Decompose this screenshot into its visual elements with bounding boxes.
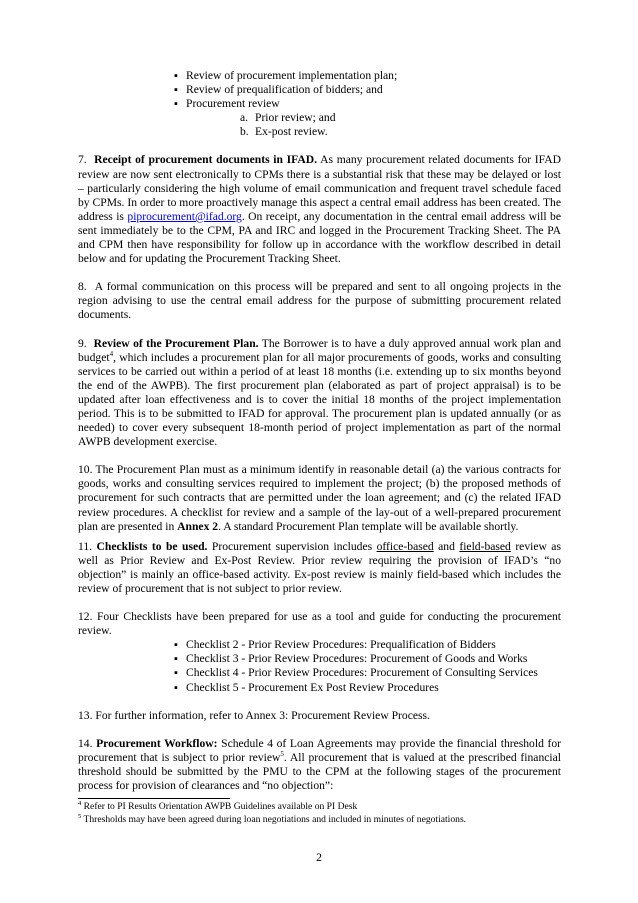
paragraph-text: 10. The Procurement Plan must as a minimum identify in reasonable detail (a) the various contracts for goods, works and consulting services required to implement the project; (b) the proposed methods of procurement for such contracts that are permitted under the loan agreement; and (c) the related IFAD review procedures. A checklist for review and a sample of the lay-out of a well-prepared procurement plan are presented in (78, 463, 561, 533)
annex-reference: Annex 2 (177, 519, 219, 533)
paragraph-text: . A standard Procurement Plan template will be available shortly. (218, 519, 519, 533)
paragraph-10 (78, 463, 561, 533)
bullet-item: ▪ Review of prequalification of bidders; and (174, 83, 561, 97)
page-number: 2 (316, 851, 322, 864)
paragraph-text: , which includes a procurement plan for all major procurements of goods, works and consulting services to be carried out within a period of at least 18 months (i.e. extending up to six months beyond the end of the AWPB). The first procurement plan (elaborated as part of project appraisal) is to be updated after loan effectiveness and is to cover the initial 18 months of the project implementation period. This is to be submitted to IFAD for approval. The procurement plan is updated annually (or as needed) to cover every subsequent 18-month period of project implementation as part of the normal AWPB development exercise. (78, 350, 561, 449)
checklist-item: ▪ Checklist 3 - Prior Review Procedures: Procurement of Goods and Works (174, 652, 561, 666)
paragraph-title: Checklists to be used. (96, 539, 208, 553)
paragraph-text: . On receipt, any documentation in the central email address will be sent immediately be to the CPM, PA and IRC and logged in the Procurement Tracking Sheet. The PA and CPM then have responsibility for follow up in accordance with the workflow described in detail below and for updating the Procurement Tracking Sheet. (78, 209, 561, 266)
footnote-number: 4 (78, 799, 82, 807)
footnote-ref: 5 (280, 749, 284, 758)
checklist-list (174, 638, 561, 694)
bullet-item: ▪ Procurement review (174, 97, 561, 111)
footnotes (78, 801, 561, 826)
footnote-divider (78, 798, 230, 799)
checklist-item: ▪ Checklist 4 - Prior Review Procedures: Procurement of Consulting Services (174, 666, 561, 680)
paragraph-12: 12. Four Checklists have been prepared for use as a tool and guide for conducting the procurement review. (78, 610, 561, 638)
page-body (78, 69, 561, 793)
bullet-item: ▪ Review of procurement implementation plan; (174, 69, 561, 83)
footnote-number: 5 (78, 812, 82, 820)
email-link[interactable]: piprocurement@ifad.org (127, 209, 242, 223)
paragraph-text: and (438, 539, 455, 553)
paragraph-title: Procurement Workflow: (96, 736, 218, 750)
paragraph-7 (78, 153, 561, 266)
paragraph-title: Review of the Procurement Plan. (93, 336, 259, 350)
paragraph-11 (78, 540, 561, 596)
checklist-item: ▪ Checklist 5 - Procurement Ex Post Review Procedures (174, 681, 561, 695)
paragraph-9 (78, 337, 561, 450)
sub-item-text: Prior review; and (255, 111, 336, 125)
review-type-list (240, 111, 561, 139)
field-based-term: field-based (459, 539, 511, 553)
paragraph-number: 8. (78, 280, 87, 294)
paragraph-text: The Borrower is to have a duly approved annual work plan and budget (78, 336, 561, 364)
office-based-term: office-based (376, 539, 434, 553)
paragraph-number: 7. (78, 153, 87, 167)
sub-item-marker: a. (240, 111, 249, 125)
sub-item-marker: b. (240, 125, 249, 139)
footnote-text: Refer to PI Results Orientation AWPB Guidelines available on PI Desk (83, 801, 358, 812)
paragraph-text: As many procurement related documents for IFAD review are now sent electronically to CPMs there is a substantial risk that these may be delayed or lost – particularly considering the high volume of email communication and frequent travel schedule faced by CPMs. In order to more proactively manage this aspect a central email address has been created. The address is (78, 153, 561, 223)
paragraph-text: Schedule 4 of Loan Agreements may provide the financial threshold for procurement that is subject to prior review (78, 736, 561, 764)
paragraph-text: A formal communication on this process will be prepared and sent to all ongoing projects in the region advising to use the central email address for the purpose of submitting procurement related documents. (78, 280, 561, 322)
footnote-ref: 4 (109, 349, 114, 358)
sub-item (240, 125, 561, 139)
paragraph-14 (78, 737, 561, 793)
paragraph-number: 14. (78, 736, 93, 750)
sub-item (240, 111, 561, 125)
paragraph-text: . All procurement that is valued at the prescribed financial threshold should be submitted by the PMU to the CPM at the following stages of the procurement process for provision of clearances and “no objection”: (78, 750, 561, 793)
footnote-text: Thresholds may have been agreed during loan negotiations and included in minutes of negotiations. (83, 813, 467, 825)
paragraph-number: 9. (78, 336, 87, 350)
paragraph-text: Procurement supervision includes (211, 539, 373, 553)
paragraph-13: 13. For further information, refer to Annex 3: Procurement Review Process. (78, 708, 430, 722)
review-bullet-list (174, 69, 561, 111)
paragraph-number: 11. (78, 539, 93, 553)
footnote (78, 814, 561, 827)
sub-item-text: Ex-post review. (255, 125, 328, 139)
paragraph-text: review as well as Prior Review and Ex-Post Review. Prior review requiring the provision of IFAD’s “no objection” is mainly an office-based activity. Ex-post review is mainly field-based which includes the review of procurement that is not subject to prior review. (78, 539, 561, 595)
footnote (78, 801, 561, 814)
paragraph-8 (78, 280, 561, 322)
checklist-item: ▪ Checklist 2 - Prior Review Procedures: Prequalification of Bidders (174, 638, 561, 652)
paragraph-title: Receipt of procurement documents in IFAD. (94, 153, 318, 167)
